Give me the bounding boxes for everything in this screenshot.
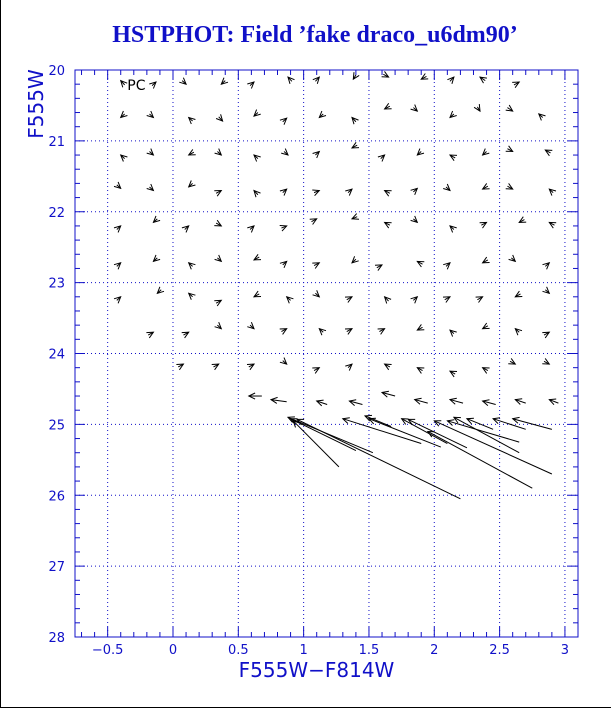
error-vector bbox=[545, 150, 552, 156]
error-vector bbox=[313, 77, 320, 84]
x-tick-label: −0.5 bbox=[91, 643, 124, 658]
x-tick-label: 1 bbox=[299, 643, 308, 658]
error-vector bbox=[385, 222, 392, 228]
error-vector bbox=[179, 78, 186, 85]
error-vector bbox=[288, 77, 295, 84]
error-vector bbox=[512, 82, 519, 88]
x-tick-label: 2.5 bbox=[489, 643, 510, 658]
annotation-label: PC bbox=[127, 78, 146, 95]
error-vector bbox=[447, 420, 519, 442]
error-vector bbox=[345, 364, 352, 371]
error-vector bbox=[483, 323, 490, 329]
error-vector bbox=[417, 149, 424, 155]
error-vector bbox=[450, 155, 457, 161]
error-vector bbox=[352, 117, 359, 124]
error-vector bbox=[549, 399, 558, 405]
error-vector bbox=[312, 263, 319, 269]
error-vector bbox=[189, 293, 196, 299]
error-vector bbox=[247, 364, 254, 370]
error-vector bbox=[312, 368, 319, 374]
error-vector bbox=[114, 182, 121, 189]
vector-arrowhead bbox=[545, 150, 552, 156]
error-vector bbox=[215, 255, 222, 262]
vector-arrowhead bbox=[508, 358, 515, 364]
vector-arrowhead bbox=[519, 217, 526, 223]
y-tick-label: 25 bbox=[48, 418, 65, 434]
vector-arrowhead bbox=[483, 323, 490, 329]
error-vector bbox=[421, 74, 428, 80]
vector-shaft bbox=[493, 419, 526, 430]
vector-arrowhead bbox=[483, 368, 490, 374]
error-vector bbox=[508, 358, 515, 364]
vector-arrowhead bbox=[254, 254, 261, 260]
error-vector bbox=[312, 190, 319, 196]
error-vector bbox=[254, 254, 261, 260]
vector-arrowhead bbox=[382, 71, 389, 77]
error-vector bbox=[483, 183, 490, 189]
error-vector bbox=[215, 149, 222, 155]
error-vector bbox=[417, 368, 424, 374]
error-vector bbox=[189, 149, 196, 155]
error-vector bbox=[434, 421, 552, 474]
vector-layer bbox=[114, 71, 558, 498]
error-vector bbox=[189, 117, 196, 124]
vector-arrowhead bbox=[506, 146, 513, 152]
vector-shaft bbox=[365, 416, 391, 427]
error-vector bbox=[280, 358, 287, 365]
error-vector bbox=[549, 222, 556, 228]
error-vector bbox=[319, 329, 326, 336]
error-vector bbox=[280, 118, 287, 125]
plot-frame bbox=[75, 70, 578, 637]
error-vector bbox=[214, 300, 221, 306]
error-vector bbox=[114, 297, 121, 304]
vector-arrowhead bbox=[512, 82, 519, 88]
error-vector bbox=[221, 78, 228, 85]
vector-arrowhead bbox=[312, 368, 319, 374]
vector-arrowhead bbox=[476, 297, 483, 303]
error-vector bbox=[147, 149, 154, 155]
error-vector bbox=[549, 189, 556, 196]
vector-arrowhead bbox=[280, 329, 287, 335]
error-vector bbox=[385, 297, 392, 304]
error-vector bbox=[476, 297, 483, 303]
y-tick-label: 28 bbox=[48, 631, 65, 646]
error-vector bbox=[443, 297, 450, 303]
error-vector bbox=[157, 287, 164, 294]
error-vector bbox=[378, 329, 385, 335]
error-vector bbox=[247, 322, 254, 329]
error-vector bbox=[382, 71, 389, 77]
error-vector bbox=[480, 77, 487, 83]
y-tick-label: 26 bbox=[48, 489, 65, 505]
error-vector bbox=[280, 261, 287, 267]
vector-arrowhead bbox=[176, 364, 183, 370]
error-vector bbox=[509, 255, 516, 262]
x-tick-label: 2 bbox=[430, 643, 439, 658]
error-vector bbox=[483, 257, 490, 263]
vector-shaft bbox=[293, 421, 339, 467]
vector-arrowhead bbox=[417, 368, 424, 374]
error-vector bbox=[519, 217, 526, 223]
error-vector bbox=[450, 111, 457, 118]
error-vector bbox=[114, 226, 121, 233]
vector-arrowhead bbox=[417, 324, 424, 330]
vector-arrowhead bbox=[385, 364, 392, 370]
error-vector bbox=[378, 155, 385, 162]
vector-arrowhead bbox=[254, 291, 261, 297]
error-vector bbox=[542, 358, 549, 364]
error-vector bbox=[271, 397, 287, 403]
vector-arrowhead bbox=[549, 222, 556, 228]
error-vector bbox=[313, 290, 320, 297]
error-vector bbox=[352, 142, 359, 148]
error-vector bbox=[254, 110, 261, 117]
error-vector bbox=[428, 431, 533, 488]
error-vector bbox=[212, 364, 219, 370]
vector-arrowhead bbox=[345, 329, 352, 335]
vector-arrowhead bbox=[312, 190, 319, 196]
y-tick-label: 21 bbox=[48, 134, 65, 150]
vector-arrowhead bbox=[352, 214, 359, 220]
vector-arrowhead bbox=[542, 358, 549, 364]
error-vector bbox=[543, 263, 550, 270]
error-vector bbox=[454, 417, 519, 452]
vector-arrowhead bbox=[506, 105, 513, 111]
vector-arrowhead bbox=[214, 220, 221, 226]
error-vector bbox=[215, 322, 222, 329]
vector-shaft bbox=[288, 417, 373, 452]
error-vector bbox=[450, 226, 457, 233]
y-tick-label: 20 bbox=[48, 64, 65, 79]
error-vector bbox=[214, 220, 221, 226]
error-vector bbox=[182, 226, 189, 233]
axis-frame bbox=[75, 70, 578, 637]
error-vector bbox=[483, 368, 490, 374]
error-vector bbox=[483, 149, 490, 155]
grid-layer bbox=[75, 70, 578, 637]
vector-arrowhead bbox=[515, 291, 522, 297]
error-vector bbox=[114, 263, 121, 270]
vector-arrowhead bbox=[214, 300, 221, 306]
error-vector bbox=[506, 183, 513, 189]
vector-arrowhead bbox=[450, 155, 457, 161]
vector-arrowhead bbox=[474, 104, 480, 111]
error-vector bbox=[417, 261, 424, 267]
error-vector bbox=[385, 103, 392, 109]
error-vector bbox=[480, 222, 487, 228]
error-vector bbox=[345, 189, 352, 196]
vector-arrowhead bbox=[542, 332, 549, 338]
vector-arrowhead bbox=[443, 297, 450, 303]
y-tick-label: 24 bbox=[48, 347, 65, 363]
y-axis-label: F555W bbox=[24, 69, 48, 139]
error-vector bbox=[153, 255, 160, 262]
error-vector bbox=[411, 216, 418, 223]
error-vector bbox=[317, 400, 327, 406]
error-vector bbox=[319, 111, 326, 118]
error-vector bbox=[506, 146, 513, 152]
error-vector bbox=[443, 263, 450, 270]
y-tick-label: 23 bbox=[48, 276, 65, 292]
error-vector bbox=[310, 219, 317, 225]
error-vector bbox=[149, 82, 156, 89]
vector-arrowhead bbox=[506, 183, 513, 189]
error-vector bbox=[189, 263, 196, 270]
error-vector bbox=[182, 332, 189, 338]
vector-arrowhead bbox=[189, 149, 196, 155]
error-vector bbox=[121, 111, 128, 118]
vector-arrowhead bbox=[345, 297, 352, 303]
x-tick-label: 1.5 bbox=[358, 643, 380, 658]
error-vector bbox=[506, 105, 513, 111]
error-vector bbox=[345, 329, 352, 335]
error-vector bbox=[280, 226, 287, 232]
x-tick-label: 3 bbox=[560, 643, 570, 658]
error-vector bbox=[385, 190, 392, 196]
error-vector bbox=[214, 190, 221, 196]
error-vector bbox=[121, 155, 128, 162]
error-vector bbox=[375, 265, 382, 271]
error-vector bbox=[287, 297, 294, 304]
error-vector bbox=[365, 415, 391, 426]
vector-arrowhead bbox=[310, 219, 317, 225]
y-tick-label: 27 bbox=[48, 560, 65, 576]
vector-arrowhead bbox=[421, 74, 428, 80]
vector-arrowhead bbox=[375, 265, 382, 271]
error-vector bbox=[352, 256, 359, 263]
vector-arrowhead bbox=[312, 263, 319, 269]
error-vector bbox=[249, 393, 262, 399]
vector-arrowhead bbox=[480, 222, 487, 228]
error-vector bbox=[147, 111, 154, 118]
vector-arrowhead bbox=[385, 191, 392, 197]
error-vector bbox=[411, 188, 418, 194]
error-vector bbox=[411, 105, 418, 112]
error-vector bbox=[293, 421, 339, 467]
vector-shaft bbox=[513, 419, 552, 430]
error-vector bbox=[288, 417, 373, 453]
error-vector bbox=[146, 332, 153, 338]
label-layer bbox=[24, 64, 569, 682]
vector-arrowhead bbox=[247, 364, 254, 370]
vector-arrowhead bbox=[212, 364, 219, 370]
error-vector bbox=[382, 391, 395, 397]
error-vector bbox=[450, 398, 463, 404]
vector-arrowhead bbox=[480, 77, 487, 83]
vector-arrowhead bbox=[378, 329, 385, 335]
error-vector bbox=[447, 77, 454, 84]
error-vector bbox=[543, 287, 550, 294]
vector-shaft bbox=[297, 419, 460, 498]
error-vector bbox=[189, 181, 196, 187]
error-vector bbox=[147, 184, 154, 191]
error-vector bbox=[411, 297, 418, 304]
error-vector bbox=[385, 364, 392, 370]
vector-arrowhead bbox=[182, 332, 189, 338]
x-tick-label: 0 bbox=[168, 643, 178, 658]
vector-arrowhead bbox=[214, 191, 221, 197]
error-vector bbox=[515, 291, 522, 297]
vector-arrowhead bbox=[483, 257, 490, 263]
error-vector bbox=[176, 364, 183, 370]
error-vector bbox=[417, 324, 424, 330]
vector-arrowhead bbox=[417, 261, 424, 267]
error-vector bbox=[280, 329, 287, 335]
error-vector bbox=[450, 330, 457, 337]
x-tick-label: 0.5 bbox=[227, 643, 249, 658]
error-vector bbox=[450, 371, 457, 377]
error-vector bbox=[281, 149, 288, 155]
vector-arrowhead bbox=[385, 103, 392, 109]
error-vector bbox=[539, 114, 546, 121]
vector-shaft bbox=[454, 417, 519, 452]
error-vector bbox=[254, 190, 261, 197]
error-vector bbox=[483, 400, 496, 406]
error-vector bbox=[345, 297, 352, 303]
x-axis-label: F555W−F814W bbox=[238, 658, 395, 682]
vector-arrowhead bbox=[385, 222, 392, 228]
y-tick-label: 22 bbox=[48, 205, 65, 221]
error-vector bbox=[349, 400, 362, 406]
ticks-layer bbox=[75, 70, 578, 637]
error-vector bbox=[216, 114, 223, 121]
vector-arrowhead bbox=[450, 371, 457, 377]
error-vector bbox=[515, 399, 525, 405]
error-vector bbox=[515, 329, 522, 336]
error-vector bbox=[254, 291, 261, 297]
error-vector bbox=[443, 184, 450, 191]
error-vector bbox=[313, 152, 320, 159]
error-vector bbox=[513, 417, 552, 429]
vector-arrowhead bbox=[146, 332, 153, 338]
error-vector bbox=[542, 332, 549, 338]
error-vector bbox=[247, 226, 254, 233]
chart-title: HSTPHOT: Field ’fake draco_u6dm90’ bbox=[112, 22, 518, 48]
error-vector bbox=[493, 418, 526, 430]
error-vector bbox=[474, 104, 480, 111]
error-vector bbox=[280, 189, 287, 196]
error-vector bbox=[121, 81, 128, 88]
error-vector bbox=[297, 419, 460, 498]
error-vector bbox=[415, 398, 428, 404]
error-vector bbox=[352, 214, 359, 220]
vector-arrowhead bbox=[352, 142, 359, 148]
vector-arrowhead bbox=[280, 226, 287, 232]
error-vector bbox=[247, 82, 254, 89]
error-vector bbox=[254, 155, 261, 162]
error-vector bbox=[153, 216, 160, 223]
vector-shaft bbox=[428, 431, 533, 488]
vector-arrowhead bbox=[483, 183, 490, 189]
